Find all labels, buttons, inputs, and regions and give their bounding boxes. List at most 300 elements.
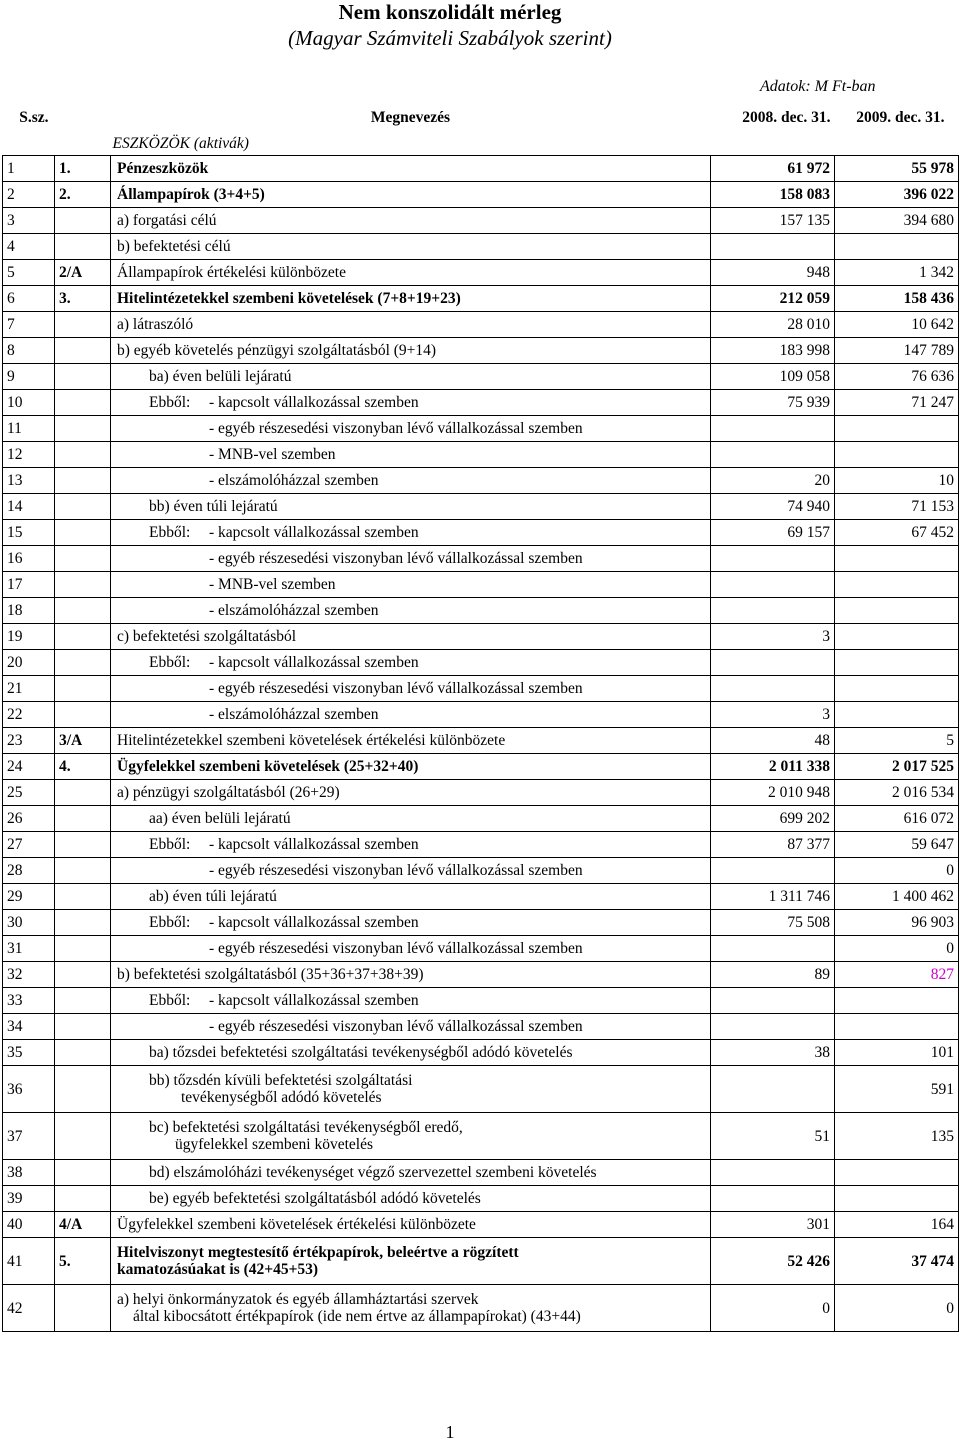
row-number: 8 — [3, 338, 55, 364]
value-2009: 96 903 — [835, 910, 959, 936]
row-name-text — [115, 810, 706, 827]
row-name-text — [115, 1164, 706, 1181]
row-name-text — [115, 290, 706, 307]
row-number: 7 — [3, 312, 55, 338]
row-name — [111, 390, 711, 416]
table-row — [3, 416, 959, 442]
value-2008: 948 — [711, 260, 835, 286]
ebbol-label: Ebből: — [149, 394, 191, 411]
table-row — [3, 650, 959, 676]
row-code — [55, 936, 111, 962]
row-code — [55, 546, 111, 572]
table-row — [3, 1014, 959, 1040]
row-code — [55, 494, 111, 520]
value-2009 — [835, 1160, 959, 1186]
row-name — [111, 650, 711, 676]
row-name-label: - egyéb részesedési viszonyban lévő vállalkozással szemben — [209, 420, 583, 437]
row-name-label: - elszámolóházzal szemben — [209, 472, 379, 489]
value-2009: 616 072 — [835, 806, 959, 832]
row-name — [111, 1186, 711, 1212]
row-name-line2: által kibocsátott értékpapírok (ide nem értve az állampapírokat) (43+44) — [133, 1308, 581, 1325]
row-number: 4 — [3, 234, 55, 260]
row-name-text — [115, 368, 706, 385]
table-row — [3, 208, 959, 234]
table-row — [3, 1212, 959, 1238]
header-col-2009: 2009. dec. 31. — [856, 108, 945, 126]
header-ssz: S.sz. — [19, 108, 49, 126]
value-2008: 3 — [711, 702, 835, 728]
table-row — [3, 832, 959, 858]
row-name-label: - egyéb részesedési viszonyban lévő vállalkozással szemben — [209, 940, 583, 957]
row-name-label: - MNB-vel szemben — [209, 576, 336, 593]
row-name-text — [115, 940, 706, 957]
row-name — [111, 1040, 711, 1066]
row-name — [111, 468, 711, 494]
value-2008: 61 972 — [711, 156, 835, 182]
row-number: 21 — [3, 676, 55, 702]
value-2008 — [711, 676, 835, 702]
row-name-label: be) egyéb befektetési szolgáltatásból adódó követelés — [149, 1190, 481, 1207]
value-2008: 2 010 948 — [711, 780, 835, 806]
row-name-text — [115, 602, 706, 619]
row-code — [55, 1014, 111, 1040]
value-2008 — [711, 442, 835, 468]
row-number: 41 — [3, 1238, 55, 1285]
row-name-label: - egyéb részesedési viszonyban lévő vállalkozással szemben — [209, 1018, 583, 1035]
row-number: 27 — [3, 832, 55, 858]
value-2008 — [711, 598, 835, 624]
row-number: 36 — [3, 1066, 55, 1113]
value-2009: 0 — [835, 1285, 959, 1332]
row-name-text — [115, 212, 706, 229]
row-name-label: a) forgatási célú — [117, 212, 217, 229]
row-name-text — [115, 628, 706, 645]
row-code — [55, 364, 111, 390]
value-2009: 1 400 462 — [835, 884, 959, 910]
row-name-text — [115, 1291, 706, 1325]
row-name-label: bb) éven túli lejáratú — [149, 498, 278, 515]
value-2008: 301 — [711, 1212, 835, 1238]
table-row — [3, 1160, 959, 1186]
value-2009: 59 647 — [835, 832, 959, 858]
row-code — [55, 442, 111, 468]
row-name-text — [115, 966, 706, 983]
row-number: 15 — [3, 520, 55, 546]
row-name — [111, 260, 711, 286]
row-code: 3/A — [55, 728, 111, 754]
row-name-line1: bc) befektetési szolgáltatási tevékenységből eredő, — [149, 1119, 463, 1136]
row-name — [111, 416, 711, 442]
row-name — [111, 312, 711, 338]
row-name — [111, 1238, 711, 1285]
row-name-label: Ügyfelekkel szembeni követelések (25+32+40) — [117, 758, 419, 775]
row-code — [55, 1040, 111, 1066]
row-code — [55, 962, 111, 988]
row-name-text — [115, 732, 706, 749]
value-2009: 147 789 — [835, 338, 959, 364]
row-name-label: Pénzeszközök — [117, 160, 209, 177]
table-row — [3, 442, 959, 468]
row-name-label: - kapcsolt vállalkozással szemben — [209, 654, 419, 671]
row-name-label: b) befektetési célú — [117, 238, 231, 255]
row-name-text — [115, 394, 706, 411]
row-name — [111, 598, 711, 624]
table-row — [3, 520, 959, 546]
row-name-line2: ügyfelekkel szembeni követelés — [175, 1136, 373, 1153]
table-row — [3, 338, 959, 364]
value-2009: 10 642 — [835, 312, 959, 338]
value-2009 — [835, 1014, 959, 1040]
row-name — [111, 858, 711, 884]
row-number: 17 — [3, 572, 55, 598]
value-2009: 135 — [835, 1113, 959, 1160]
value-2009: 0 — [835, 936, 959, 962]
value-2008: 48 — [711, 728, 835, 754]
row-name-line1: a) helyi önkormányzatok és egyéb államháztartási szervek — [117, 1291, 479, 1308]
row-name-label: - egyéb részesedési viszonyban lévő vállalkozással szemben — [209, 550, 583, 567]
row-name-text — [115, 784, 706, 801]
table-row — [3, 260, 959, 286]
row-code: 2/A — [55, 260, 111, 286]
row-code — [55, 806, 111, 832]
row-name — [111, 1212, 711, 1238]
value-2008 — [711, 1066, 835, 1113]
row-number: 33 — [3, 988, 55, 1014]
row-name-text — [115, 550, 706, 567]
row-code — [55, 1066, 111, 1113]
row-name — [111, 988, 711, 1014]
table-row — [3, 546, 959, 572]
table-row — [3, 910, 959, 936]
row-code: 2. — [55, 182, 111, 208]
row-name — [111, 624, 711, 650]
row-number: 9 — [3, 364, 55, 390]
value-2008: 20 — [711, 468, 835, 494]
row-code — [55, 650, 111, 676]
row-number: 34 — [3, 1014, 55, 1040]
row-code — [55, 468, 111, 494]
row-name-label: ab) éven túli lejáratú — [149, 888, 277, 905]
row-name-label: - kapcsolt vállalkozással szemben — [209, 524, 419, 541]
row-number: 20 — [3, 650, 55, 676]
table-row — [3, 624, 959, 650]
row-number: 25 — [3, 780, 55, 806]
row-name-text — [115, 758, 706, 775]
value-2009: 67 452 — [835, 520, 959, 546]
row-name — [111, 884, 711, 910]
table-row — [3, 988, 959, 1014]
value-2008: 0 — [711, 1285, 835, 1332]
table-row — [3, 312, 959, 338]
value-2009: 37 474 — [835, 1238, 959, 1285]
table-row — [3, 390, 959, 416]
page-subtitle: (Magyar Számviteli Szabályok szerint) — [288, 26, 612, 50]
row-name-text — [115, 1190, 706, 1207]
row-code — [55, 572, 111, 598]
row-code: 4. — [55, 754, 111, 780]
value-2009: 55 978 — [835, 156, 959, 182]
value-2008 — [711, 1186, 835, 1212]
row-name — [111, 936, 711, 962]
value-2009: 76 636 — [835, 364, 959, 390]
value-2009 — [835, 988, 959, 1014]
table-row — [3, 728, 959, 754]
ebbol-label: Ebből: — [149, 836, 191, 853]
row-name-text — [115, 1072, 706, 1106]
table-row — [3, 754, 959, 780]
value-2009: 158 436 — [835, 286, 959, 312]
row-name-label: aa) éven belüli lejáratú — [149, 810, 291, 827]
row-name — [111, 520, 711, 546]
row-name-text — [115, 1244, 706, 1278]
table-row — [3, 234, 959, 260]
value-2008: 52 426 — [711, 1238, 835, 1285]
row-name-text — [115, 654, 706, 671]
value-2008 — [711, 572, 835, 598]
value-2009 — [835, 624, 959, 650]
row-number: 32 — [3, 962, 55, 988]
value-2009: 5 — [835, 728, 959, 754]
row-code — [55, 390, 111, 416]
row-name-label: - elszámolóházzal szemben — [209, 706, 379, 723]
row-number: 5 — [3, 260, 55, 286]
row-name — [111, 806, 711, 832]
row-code: 4/A — [55, 1212, 111, 1238]
value-2009 — [835, 1186, 959, 1212]
row-name-text — [115, 836, 706, 853]
row-name-label: Hitelintézetekkel szembeni követelések (7+8+19+23) — [117, 290, 461, 307]
value-2009: 396 022 — [835, 182, 959, 208]
value-2009 — [835, 546, 959, 572]
row-code — [55, 312, 111, 338]
row-name-text — [115, 914, 706, 931]
row-code — [55, 1186, 111, 1212]
row-name-label: - egyéb részesedési viszonyban lévő vállalkozással szemben — [209, 862, 583, 879]
row-number: 14 — [3, 494, 55, 520]
row-name — [111, 702, 711, 728]
row-code — [55, 416, 111, 442]
table-row — [3, 364, 959, 390]
row-name — [111, 156, 711, 182]
row-name-label: b) egyéb követelés pénzügyi szolgáltatásból (9+14) — [117, 342, 437, 359]
value-2008 — [711, 936, 835, 962]
row-name-text — [115, 264, 706, 281]
value-2008: 2 011 338 — [711, 754, 835, 780]
row-code — [55, 234, 111, 260]
row-code — [55, 1113, 111, 1160]
row-number: 11 — [3, 416, 55, 442]
row-code — [55, 598, 111, 624]
row-name — [111, 780, 711, 806]
row-name — [111, 1014, 711, 1040]
value-2009 — [835, 676, 959, 702]
row-number: 38 — [3, 1160, 55, 1186]
row-name-line1: Hitelviszonyt megtestesítő értékpapírok, beleértve a rögzített — [117, 1244, 519, 1261]
header-col-2008: 2008. dec. 31. — [742, 108, 831, 126]
row-name-text — [115, 576, 706, 593]
row-name — [111, 286, 711, 312]
row-name — [111, 1285, 711, 1332]
table-row — [3, 1238, 959, 1285]
value-2008: 38 — [711, 1040, 835, 1066]
value-2009: 2 016 534 — [835, 780, 959, 806]
row-number: 2 — [3, 182, 55, 208]
row-name-text — [115, 1119, 706, 1153]
row-name-label: Hitelintézetekkel szembeni követelések értékelési különbözete — [117, 732, 506, 749]
row-name-label: a) pénzügyi szolgáltatásból (26+29) — [117, 784, 340, 801]
row-name-text — [115, 992, 706, 1009]
table-row — [3, 1186, 959, 1212]
value-2008: 699 202 — [711, 806, 835, 832]
row-code — [55, 520, 111, 546]
value-2008: 75 939 — [711, 390, 835, 416]
row-number: 16 — [3, 546, 55, 572]
row-number: 31 — [3, 936, 55, 962]
row-number: 19 — [3, 624, 55, 650]
row-name — [111, 494, 711, 520]
value-2008: 28 010 — [711, 312, 835, 338]
page-number: 1 — [445, 1422, 455, 1442]
table-row — [3, 702, 959, 728]
value-2009 — [835, 598, 959, 624]
value-2009 — [835, 416, 959, 442]
value-2008 — [711, 546, 835, 572]
row-name-label: - kapcsolt vállalkozással szemben — [209, 914, 419, 931]
row-name-text — [115, 238, 706, 255]
value-2008 — [711, 1160, 835, 1186]
value-2008 — [711, 234, 835, 260]
table-row — [3, 780, 959, 806]
row-name — [111, 546, 711, 572]
row-name-text — [115, 472, 706, 489]
table-row — [3, 1066, 959, 1113]
value-2009: 0 — [835, 858, 959, 884]
section-title: ESZKÖZÖK (aktivák) — [112, 134, 249, 152]
value-2009: 101 — [835, 1040, 959, 1066]
row-name-label: ba) éven belüli lejáratú — [149, 368, 292, 385]
balance-sheet-table — [2, 103, 959, 1332]
row-name — [111, 442, 711, 468]
value-2009 — [835, 650, 959, 676]
row-name — [111, 208, 711, 234]
table-row — [3, 884, 959, 910]
row-name — [111, 338, 711, 364]
value-2009: 394 680 — [835, 208, 959, 234]
value-2008 — [711, 988, 835, 1014]
row-name-label: - kapcsolt vállalkozással szemben — [209, 836, 419, 853]
row-name-label: - elszámolóházzal szemben — [209, 602, 379, 619]
page-title: Nem konszolidált mérleg — [338, 0, 562, 24]
value-2008: 212 059 — [711, 286, 835, 312]
row-name-label: - kapcsolt vállalkozással szemben — [209, 394, 419, 411]
value-2008 — [711, 1014, 835, 1040]
row-code — [55, 988, 111, 1014]
value-2008 — [711, 416, 835, 442]
table-row — [3, 962, 959, 988]
table-row — [3, 1285, 959, 1332]
value-2008 — [711, 858, 835, 884]
row-number: 26 — [3, 806, 55, 832]
table-row — [3, 494, 959, 520]
row-name-text — [115, 1216, 706, 1233]
row-code — [55, 1160, 111, 1186]
table-row — [3, 598, 959, 624]
row-code: 5. — [55, 1238, 111, 1285]
row-name-text — [115, 316, 706, 333]
row-number: 37 — [3, 1113, 55, 1160]
value-2009: 827 — [835, 962, 959, 988]
row-name-label: Állampapírok értékelési különbözete — [117, 264, 346, 281]
row-name-text — [115, 706, 706, 723]
row-code — [55, 624, 111, 650]
value-2009: 71 153 — [835, 494, 959, 520]
row-number: 29 — [3, 884, 55, 910]
row-code — [55, 780, 111, 806]
row-name-text — [115, 420, 706, 437]
row-name — [111, 182, 711, 208]
row-name-line2: kamatozásúakat is (42+45+53) — [117, 1261, 319, 1278]
row-name — [111, 572, 711, 598]
row-name-label: - MNB-vel szemben — [209, 446, 336, 463]
value-2008: 157 135 — [711, 208, 835, 234]
row-name-label: - kapcsolt vállalkozással szemben — [209, 992, 419, 1009]
row-code — [55, 832, 111, 858]
value-2008: 87 377 — [711, 832, 835, 858]
value-2009: 10 — [835, 468, 959, 494]
ebbol-label: Ebből: — [149, 524, 191, 541]
row-name-text — [115, 186, 706, 203]
row-number: 28 — [3, 858, 55, 884]
row-name-text — [115, 862, 706, 879]
value-2009: 164 — [835, 1212, 959, 1238]
value-2009 — [835, 442, 959, 468]
row-name-text — [115, 524, 706, 541]
row-code — [55, 702, 111, 728]
row-name-text — [115, 498, 706, 515]
row-name-label: b) befektetési szolgáltatásból (35+36+37+38+39) — [117, 966, 424, 983]
row-name-label: bd) elszámolóházi tevékenységet végző szervezettel szembeni követelés — [149, 1164, 597, 1181]
value-2009: 1 342 — [835, 260, 959, 286]
table-row — [3, 676, 959, 702]
value-2008: 89 — [711, 962, 835, 988]
row-name — [111, 1113, 711, 1160]
row-number: 22 — [3, 702, 55, 728]
row-number: 35 — [3, 1040, 55, 1066]
value-2008: 183 998 — [711, 338, 835, 364]
row-number: 30 — [3, 910, 55, 936]
section-row — [3, 131, 959, 156]
table-row — [3, 182, 959, 208]
row-number: 6 — [3, 286, 55, 312]
value-2009 — [835, 572, 959, 598]
row-number: 24 — [3, 754, 55, 780]
value-2009: 2 017 525 — [835, 754, 959, 780]
table-row — [3, 468, 959, 494]
table-header-row — [3, 103, 959, 131]
row-name-text — [115, 1018, 706, 1035]
table-row — [3, 1040, 959, 1066]
value-2009 — [835, 234, 959, 260]
row-code — [55, 1285, 111, 1332]
row-name-text — [115, 1044, 706, 1061]
value-2008: 1 311 746 — [711, 884, 835, 910]
row-name-text — [115, 680, 706, 697]
row-code — [55, 858, 111, 884]
row-code — [55, 910, 111, 936]
row-code: 1. — [55, 156, 111, 182]
value-2009: 591 — [835, 1066, 959, 1113]
value-2009: 71 247 — [835, 390, 959, 416]
